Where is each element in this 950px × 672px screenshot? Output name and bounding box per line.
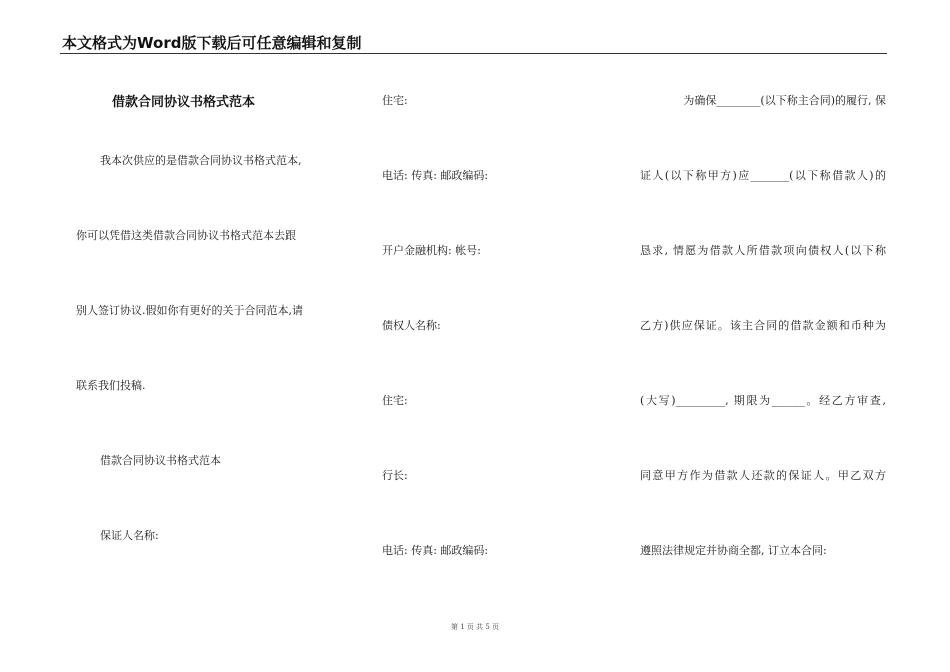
field-label: 保证人名称: — [100, 529, 159, 542]
field-label: 住宅: — [382, 394, 408, 407]
section-heading: 借款合同协议书格式范本 — [100, 454, 221, 467]
paragraph-line: 为确保________(以下称主合同)的履行, 保 — [683, 94, 886, 107]
field-label: 住宅: — [382, 94, 408, 107]
paragraph-line: 遵照法律规定并协商全都, 订立本合同: — [640, 544, 827, 557]
header-title: 本文格式为Word版下载后可任意编辑和复制 — [62, 34, 362, 52]
paragraph-line: 联系我们投稿. — [76, 379, 146, 392]
paragraph-line: 乙方)供应保证。该主合同的借款金额和币种为 — [640, 319, 886, 332]
header-rule — [60, 53, 887, 54]
paragraph-line: 恳求, 情愿为借款人所借款项向债权人(以下称 — [640, 244, 886, 257]
field-label: 电话: 传真: 邮政编码: — [382, 169, 489, 182]
field-label: 行长: — [382, 469, 408, 482]
document-title: 借款合同协议书格式范本 — [112, 95, 256, 110]
paragraph-line: (大写)_________, 期限为______。经乙方审查, — [640, 394, 886, 407]
paragraph-line: 同意甲方作为借款人还款的保证人。甲乙双方 — [640, 469, 886, 482]
paragraph-line: 我本次供应的是借款合同协议书格式范本, — [100, 154, 302, 167]
page-number: 第 1 页 共 5 页 — [450, 623, 500, 631]
field-label: 开户金融机构: 帐号: — [382, 244, 481, 257]
paragraph-line: 你可以凭借这类借款合同协议书格式范本去跟 — [76, 229, 296, 242]
paragraph-line: 别人签订协议.假如你有更好的关于合同范本,请 — [76, 304, 303, 317]
field-label: 电话: 传真: 邮政编码: — [382, 544, 489, 557]
field-label: 债权人名称: — [382, 319, 441, 332]
paragraph-line: 证人(以下称甲方)应_______(以下称借款人)的 — [640, 169, 886, 182]
